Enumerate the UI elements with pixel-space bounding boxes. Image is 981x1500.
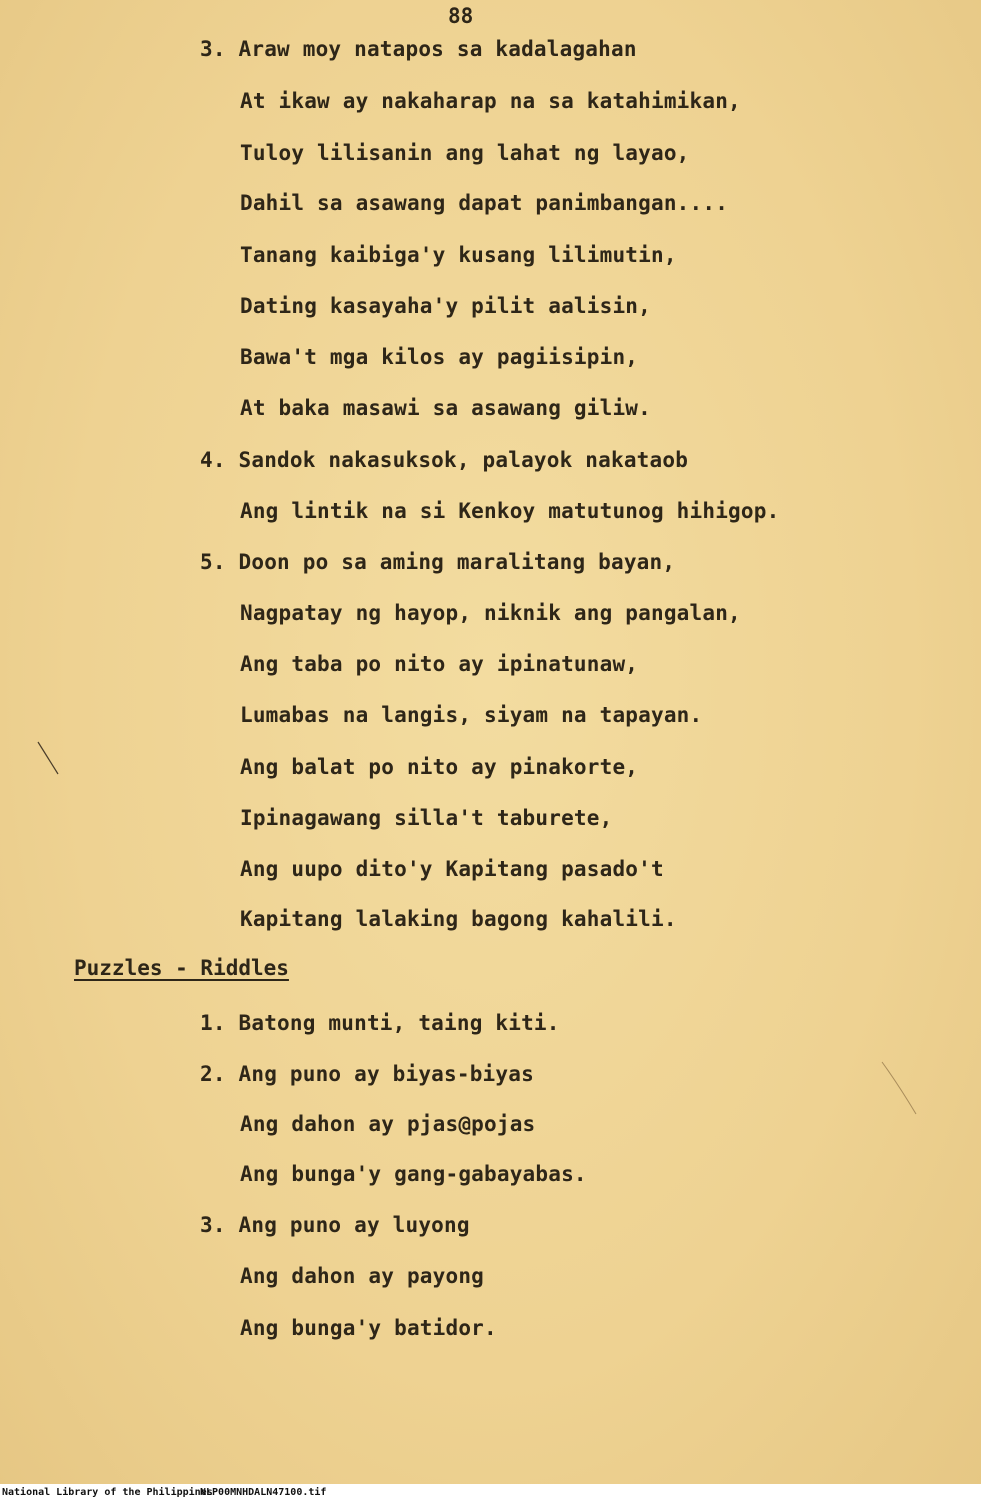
footer-filename: NLP00MNHDALN47100.tif	[200, 1487, 327, 1498]
riddle-line: 2. Ang puno ay biyas-biyas	[200, 1062, 534, 1086]
verse-line: 3. Araw moy natapos sa kadalagahan	[200, 37, 637, 61]
verse-line: Ang balat po nito ay pinakorte,	[240, 755, 639, 779]
footer-library: National Library of the Philippines	[2, 1487, 213, 1498]
riddle-line: Ang dahon ay payong	[240, 1264, 485, 1288]
verse-line: Dahil sa asawang dapat panimbangan....	[240, 191, 729, 215]
verse-line: Nagpatay ng hayop, niknik ang pangalan,	[240, 601, 741, 625]
verse-line: Lumabas na langis, siyam na tapayan.	[240, 703, 703, 727]
verse-line: At baka masawi sa asawang giliw.	[240, 396, 651, 420]
riddle-line: Ang bunga'y batidor.	[240, 1316, 497, 1340]
verse-line: Ang uupo dito'y Kapitang pasado't	[240, 857, 664, 881]
pencil-mark	[880, 1060, 920, 1120]
verse-line: Bawa't mga kilos ay pagiisipin,	[240, 345, 639, 369]
riddle-line: 3. Ang puno ay luyong	[200, 1213, 470, 1237]
verse-line: Ang lintik na si Kenkoy matutunog hihigop.	[240, 499, 780, 523]
verse-line: 5. Doon po sa aming maralitang bayan,	[200, 550, 676, 574]
verse-line: At ikaw ay nakaharap na sa katahimikan,	[240, 89, 741, 113]
pencil-mark	[36, 740, 66, 780]
verse-line: Ang taba po nito ay ipinatunaw,	[240, 652, 639, 676]
verse-line: Ipinagawang silla't taburete,	[240, 806, 613, 830]
riddle-line: Ang dahon ay pjas@pojas	[240, 1112, 536, 1136]
page-number: 88	[448, 4, 474, 28]
riddle-line: 1. Batong munti, taing kiti.	[200, 1011, 560, 1035]
section-heading: Puzzles - Riddles	[74, 956, 289, 980]
verse-line: Tuloy lilisanin ang lahat ng layao,	[240, 141, 690, 165]
verse-line: Tanang kaibiga'y kusang lilimutin,	[240, 243, 677, 267]
riddle-line: Ang bunga'y gang-gabayabas.	[240, 1162, 587, 1186]
verse-line: 4. Sandok nakasuksok, palayok nakataob	[200, 448, 689, 472]
verse-line: Dating kasayaha'y pilit aalisin,	[240, 294, 651, 318]
verse-line: Kapitang lalaking bagong kahalili.	[240, 907, 677, 931]
